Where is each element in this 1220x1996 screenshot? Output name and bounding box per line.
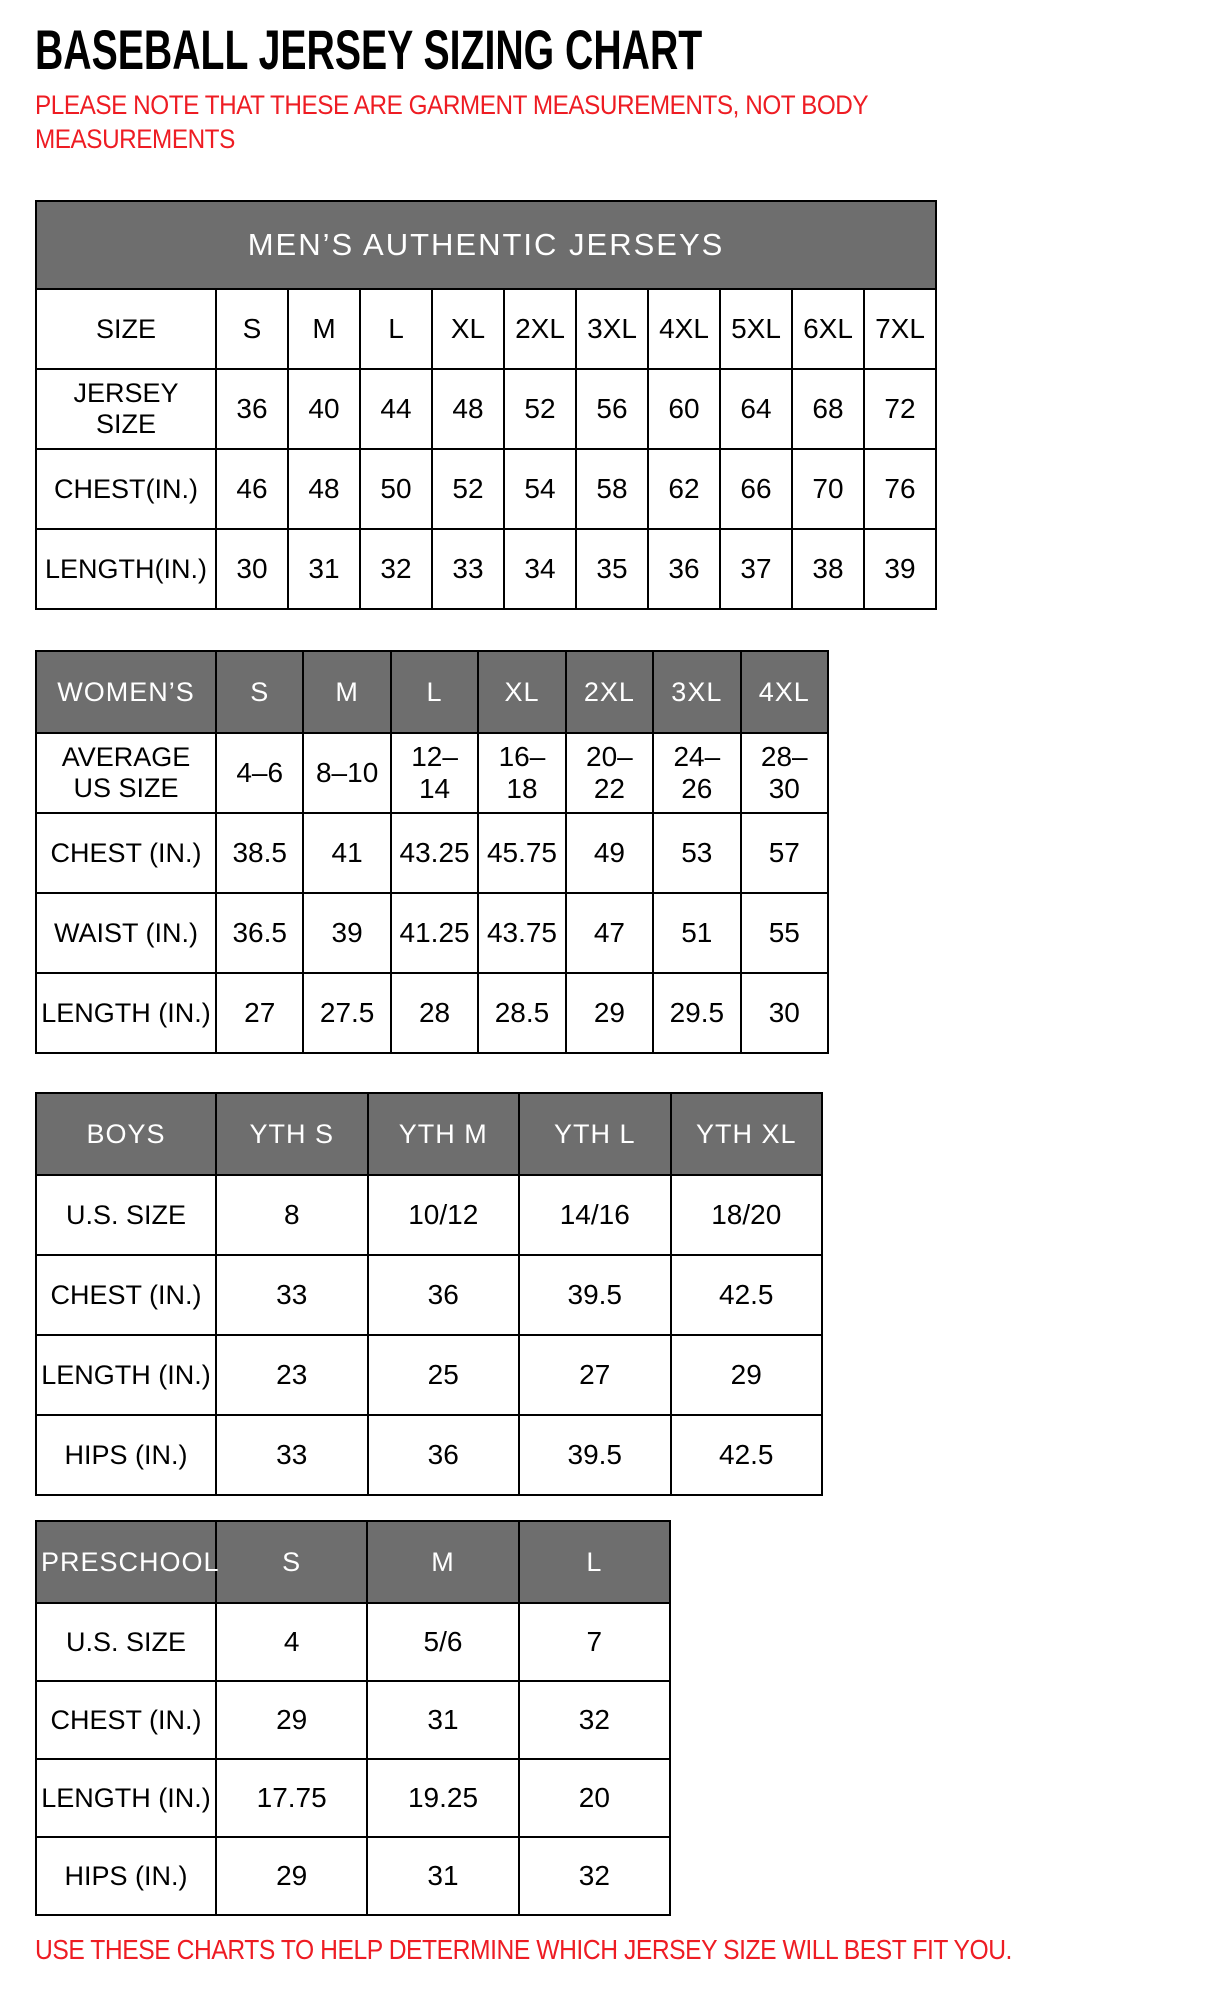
preschool-row-label: LENGTH (IN.) xyxy=(36,1759,216,1837)
womens-value-cell: 8–10 xyxy=(303,733,390,813)
mens-value-cell: 72 xyxy=(864,369,936,449)
womens-value-cell: 53 xyxy=(653,813,740,893)
mens-row-label: JERSEY SIZE xyxy=(36,369,216,449)
womens-row-0 xyxy=(36,733,828,813)
preschool-value-cell: 29 xyxy=(216,1681,367,1759)
preschool-row-label: HIPS (IN.) xyxy=(36,1837,216,1915)
boys-value-cell: 27 xyxy=(519,1335,671,1415)
womens-size-header: M xyxy=(303,651,390,733)
mens-value-cell: 7XL xyxy=(864,289,936,369)
fit-advice-note: USE THESE CHARTS TO HELP DETERMINE WHICH JERSEY SIZE WILL BEST FIT YOU. xyxy=(35,1934,1012,1965)
womens-table-body xyxy=(36,651,828,1053)
womens-size-header: 3XL xyxy=(653,651,740,733)
preschool-row-0 xyxy=(36,1603,670,1681)
mens-value-cell: 52 xyxy=(432,449,504,529)
mens-value-cell: 48 xyxy=(288,449,360,529)
mens-value-cell: 62 xyxy=(648,449,720,529)
mens-row-2 xyxy=(36,449,936,529)
preschool-value-cell: 7 xyxy=(519,1603,670,1681)
mens-row-label: CHEST(IN.) xyxy=(36,449,216,529)
preschool-row-label: U.S. SIZE xyxy=(36,1603,216,1681)
womens-value-cell: 20–22 xyxy=(566,733,653,813)
boys-value-cell: 8 xyxy=(216,1175,368,1255)
boys-row-label: LENGTH (IN.) xyxy=(36,1335,216,1415)
preschool-row-3 xyxy=(36,1837,670,1915)
womens-value-cell: 39 xyxy=(303,893,390,973)
womens-sizing-table xyxy=(35,650,829,1054)
boys-size-header: YTH M xyxy=(368,1093,520,1175)
preschool-value-cell: 5/6 xyxy=(367,1603,518,1681)
womens-size-header: S xyxy=(216,651,303,733)
boys-value-cell: 39.5 xyxy=(519,1255,671,1335)
boys-value-cell: 29 xyxy=(671,1335,823,1415)
preschool-row-2 xyxy=(36,1759,670,1837)
preschool-value-cell: 31 xyxy=(367,1681,518,1759)
boys-size-header: YTH L xyxy=(519,1093,671,1175)
boys-size-header: YTH S xyxy=(216,1093,368,1175)
preschool-size-header: L xyxy=(519,1521,670,1603)
mens-value-cell: 2XL xyxy=(504,289,576,369)
mens-value-cell: 30 xyxy=(216,529,288,609)
womens-value-cell: 28 xyxy=(391,973,478,1053)
mens-value-cell: 46 xyxy=(216,449,288,529)
womens-value-cell: 4–6 xyxy=(216,733,303,813)
mens-table-banner-row xyxy=(36,201,936,289)
mens-value-cell: 50 xyxy=(360,449,432,529)
preschool-value-cell: 20 xyxy=(519,1759,670,1837)
womens-row-1 xyxy=(36,813,828,893)
boys-value-cell: 36 xyxy=(368,1255,520,1335)
mens-value-cell: 39 xyxy=(864,529,936,609)
mens-value-cell: 64 xyxy=(720,369,792,449)
mens-value-cell: 66 xyxy=(720,449,792,529)
preschool-size-header: S xyxy=(216,1521,367,1603)
preschool-row-1 xyxy=(36,1681,670,1759)
womens-value-cell: 30 xyxy=(741,973,828,1053)
boys-header-label: BOYS xyxy=(36,1093,216,1175)
boys-value-cell: 42.5 xyxy=(671,1415,823,1495)
preschool-value-cell: 31 xyxy=(367,1837,518,1915)
womens-value-cell: 49 xyxy=(566,813,653,893)
mens-row-label: SIZE xyxy=(36,289,216,369)
womens-value-cell: 28–30 xyxy=(741,733,828,813)
womens-row-2 xyxy=(36,893,828,973)
womens-row-label: AVERAGE US SIZE xyxy=(36,733,216,813)
boys-value-cell: 33 xyxy=(216,1255,368,1335)
mens-value-cell: 60 xyxy=(648,369,720,449)
womens-size-header: 4XL xyxy=(741,651,828,733)
mens-row-1 xyxy=(36,369,936,449)
womens-value-cell: 57 xyxy=(741,813,828,893)
womens-value-cell: 47 xyxy=(566,893,653,973)
womens-value-cell: 36.5 xyxy=(216,893,303,973)
mens-value-cell: 38 xyxy=(792,529,864,609)
preschool-value-cell: 19.25 xyxy=(367,1759,518,1837)
womens-value-cell: 51 xyxy=(653,893,740,973)
womens-value-cell: 43.25 xyxy=(391,813,478,893)
womens-row-3 xyxy=(36,973,828,1053)
mens-value-cell: M xyxy=(288,289,360,369)
mens-value-cell: 70 xyxy=(792,449,864,529)
mens-value-cell: 54 xyxy=(504,449,576,529)
mens-value-cell: 4XL xyxy=(648,289,720,369)
womens-value-cell: 16–18 xyxy=(478,733,565,813)
womens-value-cell: 28.5 xyxy=(478,973,565,1053)
mens-value-cell: 52 xyxy=(504,369,576,449)
boys-row-label: HIPS (IN.) xyxy=(36,1415,216,1495)
boys-row-0 xyxy=(36,1175,822,1255)
boys-value-cell: 33 xyxy=(216,1415,368,1495)
womens-size-header: 2XL xyxy=(566,651,653,733)
womens-value-cell: 45.75 xyxy=(478,813,565,893)
womens-value-cell: 55 xyxy=(741,893,828,973)
mens-value-cell: 6XL xyxy=(792,289,864,369)
boys-value-cell: 39.5 xyxy=(519,1415,671,1495)
mens-row-label: LENGTH(IN.) xyxy=(36,529,216,609)
preschool-row-label: CHEST (IN.) xyxy=(36,1681,216,1759)
boys-row-label: CHEST (IN.) xyxy=(36,1255,216,1335)
mens-value-cell: 40 xyxy=(288,369,360,449)
mens-value-cell: 5XL xyxy=(720,289,792,369)
womens-value-cell: 29.5 xyxy=(653,973,740,1053)
preschool-value-cell: 32 xyxy=(519,1681,670,1759)
womens-value-cell: 41.25 xyxy=(391,893,478,973)
boys-sizing-table xyxy=(35,1092,823,1496)
preschool-sizing-table xyxy=(35,1520,671,1916)
mens-value-cell: 35 xyxy=(576,529,648,609)
womens-row-label: WAIST (IN.) xyxy=(36,893,216,973)
womens-value-cell: 24–26 xyxy=(653,733,740,813)
mens-value-cell: 48 xyxy=(432,369,504,449)
boys-value-cell: 14/16 xyxy=(519,1175,671,1255)
boys-row-2 xyxy=(36,1335,822,1415)
preschool-value-cell: 4 xyxy=(216,1603,367,1681)
preschool-value-cell: 32 xyxy=(519,1837,670,1915)
womens-header-label: WOMEN’S xyxy=(36,651,216,733)
boys-value-cell: 23 xyxy=(216,1335,368,1415)
preschool-value-cell: 29 xyxy=(216,1837,367,1915)
womens-value-cell: 12–14 xyxy=(391,733,478,813)
womens-value-cell: 29 xyxy=(566,973,653,1053)
boys-value-cell: 36 xyxy=(368,1415,520,1495)
womens-value-cell: 41 xyxy=(303,813,390,893)
boys-table-body xyxy=(36,1093,822,1495)
womens-row-label: CHEST (IN.) xyxy=(36,813,216,893)
mens-value-cell: 32 xyxy=(360,529,432,609)
mens-table-body xyxy=(36,289,936,609)
mens-row-0 xyxy=(36,289,936,369)
mens-table-title: MEN’S AUTHENTIC JERSEYS xyxy=(36,201,936,289)
mens-value-cell: 31 xyxy=(288,529,360,609)
womens-value-cell: 27 xyxy=(216,973,303,1053)
preschool-size-header: M xyxy=(367,1521,518,1603)
boys-header-row xyxy=(36,1093,822,1175)
mens-value-cell: 33 xyxy=(432,529,504,609)
preschool-table-body xyxy=(36,1521,670,1915)
boys-row-label: U.S. SIZE xyxy=(36,1175,216,1255)
boys-size-header: YTH XL xyxy=(671,1093,823,1175)
mens-value-cell: L xyxy=(360,289,432,369)
mens-value-cell: 37 xyxy=(720,529,792,609)
boys-value-cell: 18/20 xyxy=(671,1175,823,1255)
mens-value-cell: 3XL xyxy=(576,289,648,369)
womens-size-header: XL xyxy=(478,651,565,733)
boys-value-cell: 25 xyxy=(368,1335,520,1415)
page-title: BASEBALL JERSEY SIZING CHART xyxy=(35,18,703,81)
womens-value-cell: 27.5 xyxy=(303,973,390,1053)
womens-value-cell: 38.5 xyxy=(216,813,303,893)
womens-header-row xyxy=(36,651,828,733)
boys-value-cell: 10/12 xyxy=(368,1175,520,1255)
boys-row-1 xyxy=(36,1255,822,1335)
preschool-header-row xyxy=(36,1521,670,1603)
boys-row-3 xyxy=(36,1415,822,1495)
mens-value-cell: 68 xyxy=(792,369,864,449)
mens-value-cell: S xyxy=(216,289,288,369)
mens-value-cell: 34 xyxy=(504,529,576,609)
garment-measurements-note: PLEASE NOTE THAT THESE ARE GARMENT MEASUREMENTS, NOT BODY MEASUREMENTS xyxy=(35,90,868,154)
mens-value-cell: 36 xyxy=(216,369,288,449)
mens-sizing-table xyxy=(35,200,937,610)
mens-value-cell: 76 xyxy=(864,449,936,529)
mens-row-3 xyxy=(36,529,936,609)
mens-value-cell: 44 xyxy=(360,369,432,449)
preschool-header-label: PRESCHOOL xyxy=(36,1521,216,1603)
mens-value-cell: 56 xyxy=(576,369,648,449)
preschool-value-cell: 17.75 xyxy=(216,1759,367,1837)
boys-value-cell: 42.5 xyxy=(671,1255,823,1335)
mens-value-cell: 58 xyxy=(576,449,648,529)
womens-value-cell: 43.75 xyxy=(478,893,565,973)
womens-size-header: L xyxy=(391,651,478,733)
mens-value-cell: 36 xyxy=(648,529,720,609)
womens-row-label: LENGTH (IN.) xyxy=(36,973,216,1053)
mens-value-cell: XL xyxy=(432,289,504,369)
